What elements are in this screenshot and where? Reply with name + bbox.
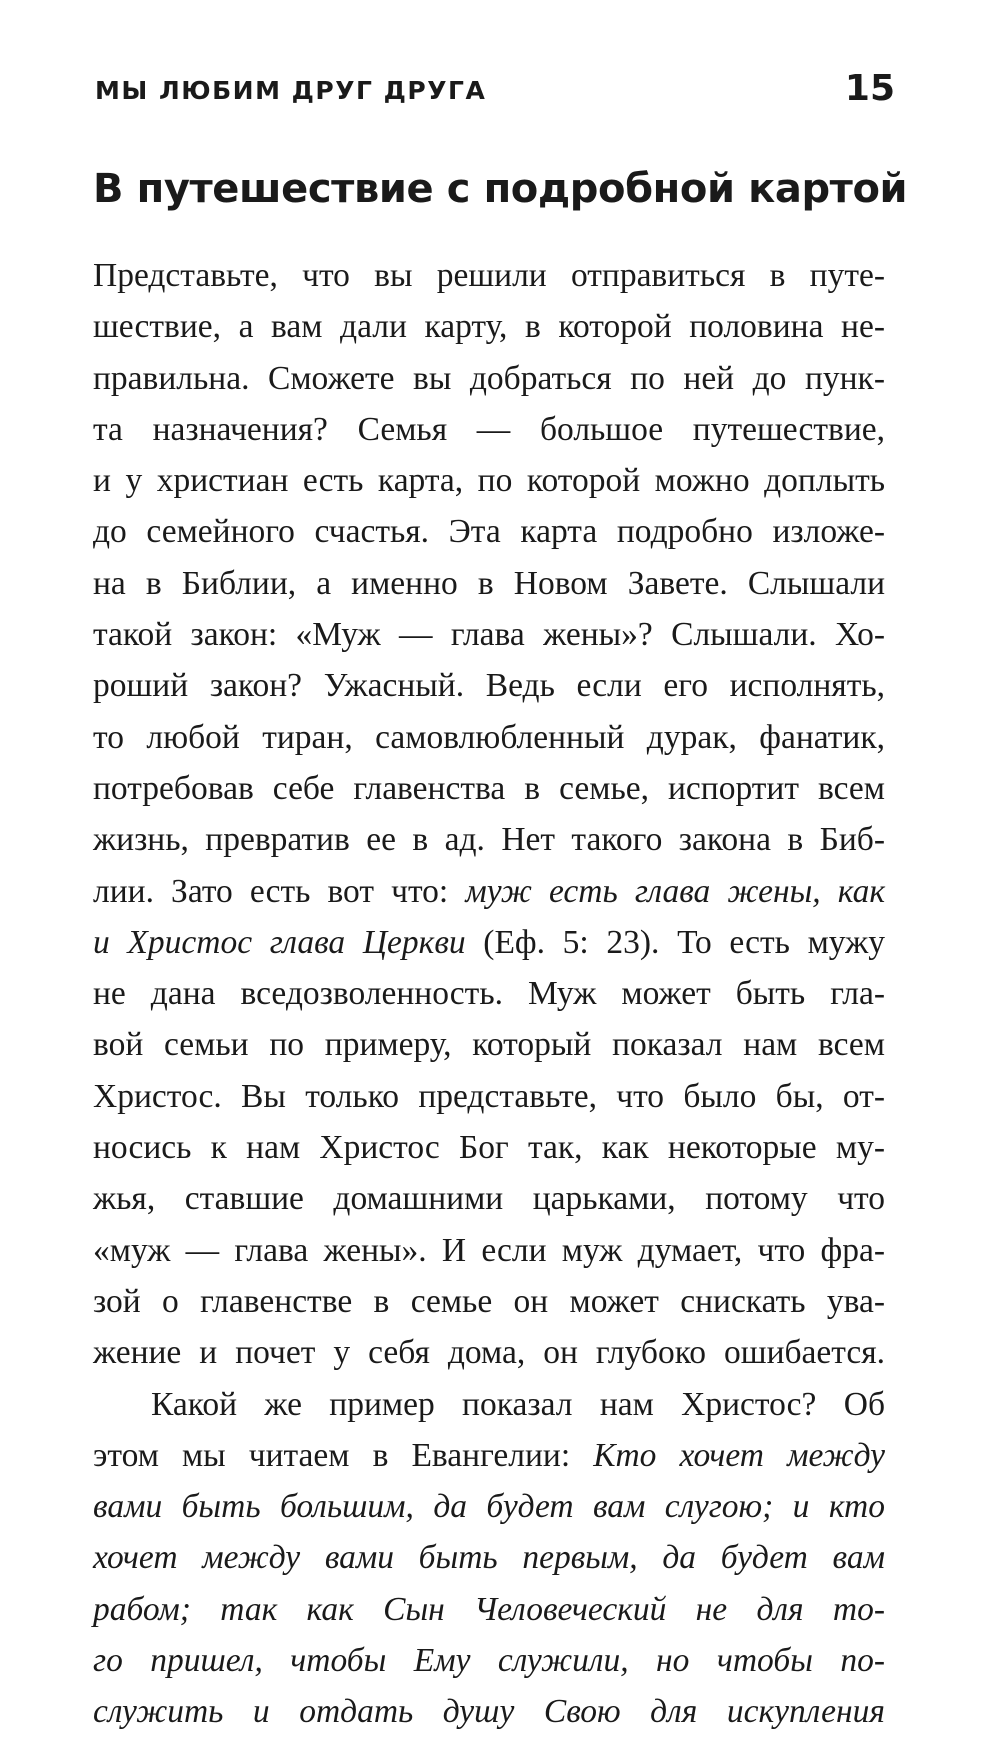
- scripture-quote: муж есть глава жены, как: [465, 872, 886, 910]
- scripture-quote: го пришел, чтобы Ему служили, но чтобы по-: [93, 1642, 885, 1680]
- text-line: [93, 1532, 885, 1583]
- text-line: [93, 1584, 885, 1635]
- text-line: и у христиан есть карта, по которой можно доплыть: [93, 462, 885, 500]
- text-line: «муж — глава жены». И если муж думает, что фра-: [93, 1231, 885, 1269]
- section-title: В путешествие с подробной картой: [93, 166, 908, 212]
- text-line: [93, 1481, 885, 1532]
- scripture-quote: рабом; так как Сын Человеческий не для то-: [93, 1590, 885, 1628]
- text-line: до семейного счастья. Эта карта подробно изложе-: [93, 513, 885, 551]
- text-line: роший закон? Ужасный. Ведь если его исполнять,: [93, 667, 885, 705]
- scripture-quote: служить и отдать душу Свою для искупления: [93, 1693, 885, 1731]
- text-line: правильна. Сможете вы добраться по ней до пунк-: [93, 359, 885, 397]
- text-line: [93, 1635, 885, 1686]
- text-line: жизнь, превратив ее в ад. Нет такого закона в Биб-: [93, 821, 885, 859]
- text-line: [93, 1430, 885, 1481]
- scripture-quote: вами быть большим, да будет вам слугою; и кто: [93, 1488, 885, 1526]
- body-text: [93, 250, 885, 1738]
- scripture-reference: (Еф. 5: 23). То есть мужу: [465, 923, 885, 961]
- page-number: 15: [844, 68, 895, 109]
- text-run: этом мы читаем в Евангелии:: [93, 1436, 594, 1474]
- text-line: Какой же пример показал нам Христос? Об: [151, 1385, 885, 1423]
- scripture-quote: и Христос глава Церкви: [93, 923, 466, 961]
- text-line: на в Библии, а именно в Новом Завете. Слышали: [93, 564, 885, 602]
- text-line: такой закон: «Муж — глава жены»? Слышали. Хо-: [93, 616, 885, 654]
- text-line: зой о главенстве в семье он может снискать ува-: [93, 1282, 885, 1320]
- text-line: жья, ставшие домашними царьками, потому что: [93, 1180, 885, 1218]
- text-line: [93, 917, 885, 968]
- text-line: то любой тиран, самовлюбленный дурак, фанатик,: [93, 718, 885, 756]
- text-line: [93, 1686, 885, 1737]
- text-line: не дана вседозволенность. Муж может быть гла-: [93, 975, 885, 1013]
- scripture-quote: Кто хочет между: [593, 1436, 886, 1474]
- text-line: носись к нам Христос Бог так, как некоторые му-: [93, 1129, 885, 1167]
- text-line: Христос. Вы только представьте, что было бы, от-: [93, 1077, 885, 1115]
- text-line: шествие, а вам дали карту, в которой половина не-: [93, 308, 885, 346]
- text-line: потребовав себе главенства в семье, испортит всем: [93, 769, 885, 807]
- text-line: жение и почет у себя дома, он глубоко ошибается.: [93, 1334, 885, 1372]
- text-line: вой семьи по примеру, который показал нам всем: [93, 1026, 885, 1064]
- text-line: Представьте, что вы решили отправиться в путе-: [93, 257, 885, 294]
- text-line: [93, 866, 885, 917]
- text-run: лии. Зато есть вот что:: [93, 872, 466, 910]
- scripture-quote: хочет между вами быть первым, да будет вам: [93, 1539, 885, 1577]
- running-header: МЫ ЛЮБИМ ДРУГ ДРУГА: [95, 76, 487, 105]
- text-line: та назначения? Семья — большое путешествие,: [93, 410, 885, 448]
